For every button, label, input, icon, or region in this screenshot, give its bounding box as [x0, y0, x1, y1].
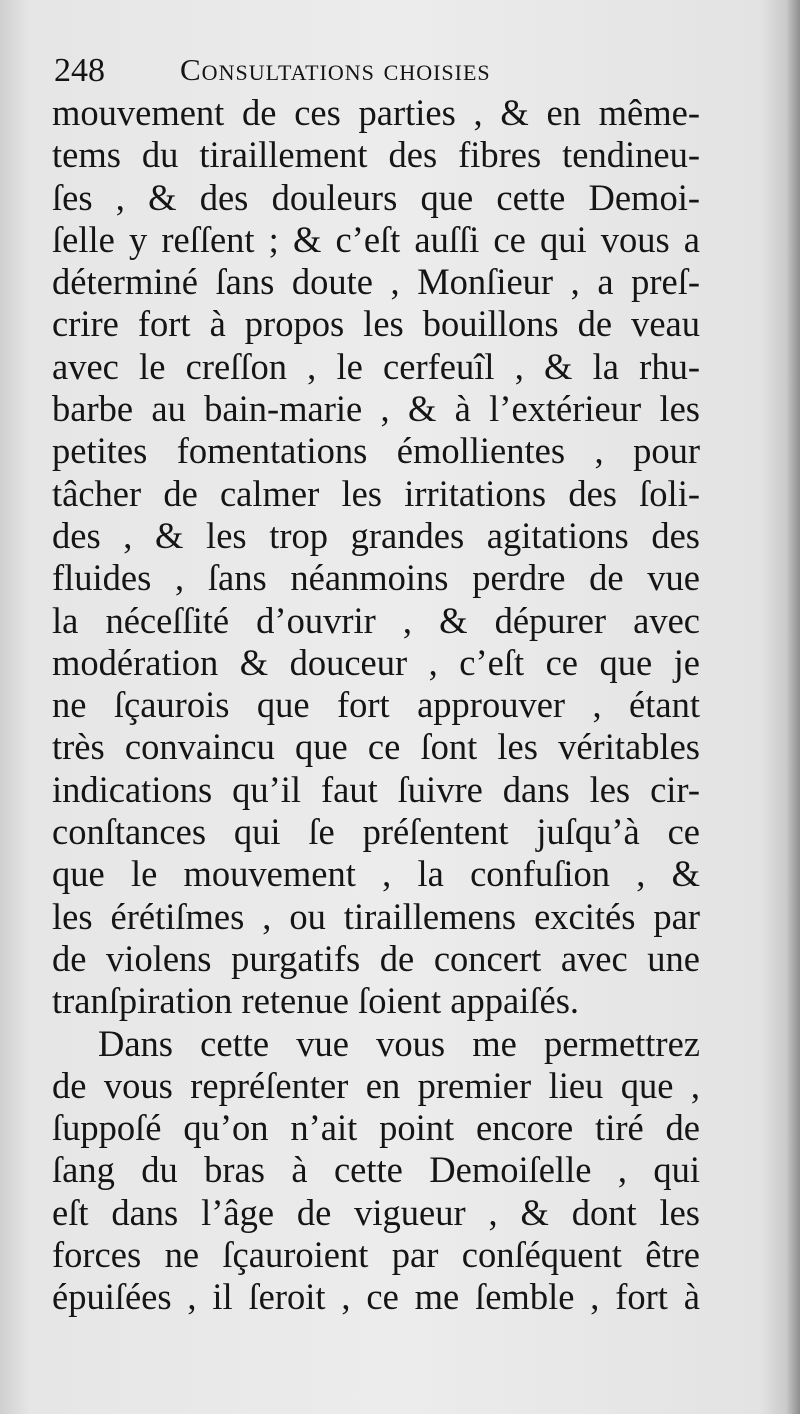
text-line: ſang du bras à cette Demoiſelle , qui — [52, 1149, 700, 1191]
text-line: forces ne ſçauroient par conſéquent être — [52, 1234, 700, 1276]
text-line: indications qu’il faut ſuivre dans les cir- — [52, 768, 700, 810]
page-edge-shadow — [786, 0, 800, 1414]
page-header — [50, 50, 710, 94]
text-line: de vous repréſenter en premier lieu que , — [52, 1064, 700, 1106]
text-line: très convaincu que ce ſont les véritables — [52, 726, 700, 768]
text-line: eſt dans l’âge de vigueur , & dont les — [52, 1191, 700, 1233]
text-line: barbe au bain-marie , & à l’extérieur les — [52, 388, 700, 430]
text-line: tâcher de calmer les irritations des ſoli- — [52, 472, 700, 514]
text-line: tems du tiraillement des fibres tendineu- — [52, 134, 700, 176]
text-line: avec le creſſon , le cerfeuîl , & la rhu- — [52, 345, 700, 387]
text-line: que le mouvement , la confuſion , & — [52, 853, 700, 895]
text-line: petites fomentations émollientes , pour — [52, 430, 700, 472]
page-number: 248 — [54, 52, 105, 89]
text-line: Dans cette vue vous me permettrez — [98, 1022, 700, 1064]
text-line: ſuppoſé qu’on n’ait point encore tiré de — [52, 1107, 700, 1149]
text-line: des , & les trop grandes agitations des — [52, 514, 700, 556]
running-head: Consultations choisies — [180, 52, 491, 87]
text-line: la néceſſité d’ouvrir , & dépurer avec — [52, 599, 700, 641]
text-line: ſes , & des douleurs que cette Demoi- — [52, 176, 700, 218]
text-line: crire fort à propos les bouillons de veau — [52, 303, 700, 345]
text-line: de violens purgatifs de concert avec une — [52, 937, 700, 979]
body-text — [52, 92, 700, 1319]
text-line: mouvement de ces parties , & en même- — [52, 92, 700, 133]
text-line: tranſpiration retenue ſoient appaiſés. — [52, 980, 580, 1022]
text-line: ne ſçaurois que fort approuver , étant — [52, 684, 700, 726]
text-line: fluides , ſans néanmoins perdre de vue — [52, 557, 700, 599]
text-line: ſelle y reſſent ; & c’eſt auſſi ce qui vous a — [52, 218, 700, 260]
text-line: déterminé ſans doute , Monſieur , a preſ- — [52, 261, 700, 303]
text-line: épuiſées , il ſeroit , ce me ſemble , fort à — [52, 1276, 700, 1318]
text-line: les érétiſmes , ou tiraillemens excités par — [52, 895, 700, 937]
text-line: conſtances qui ſe préſentent juſqu’à ce — [52, 811, 700, 853]
text-line: modération & douceur , c’eſt ce que je — [52, 641, 700, 683]
